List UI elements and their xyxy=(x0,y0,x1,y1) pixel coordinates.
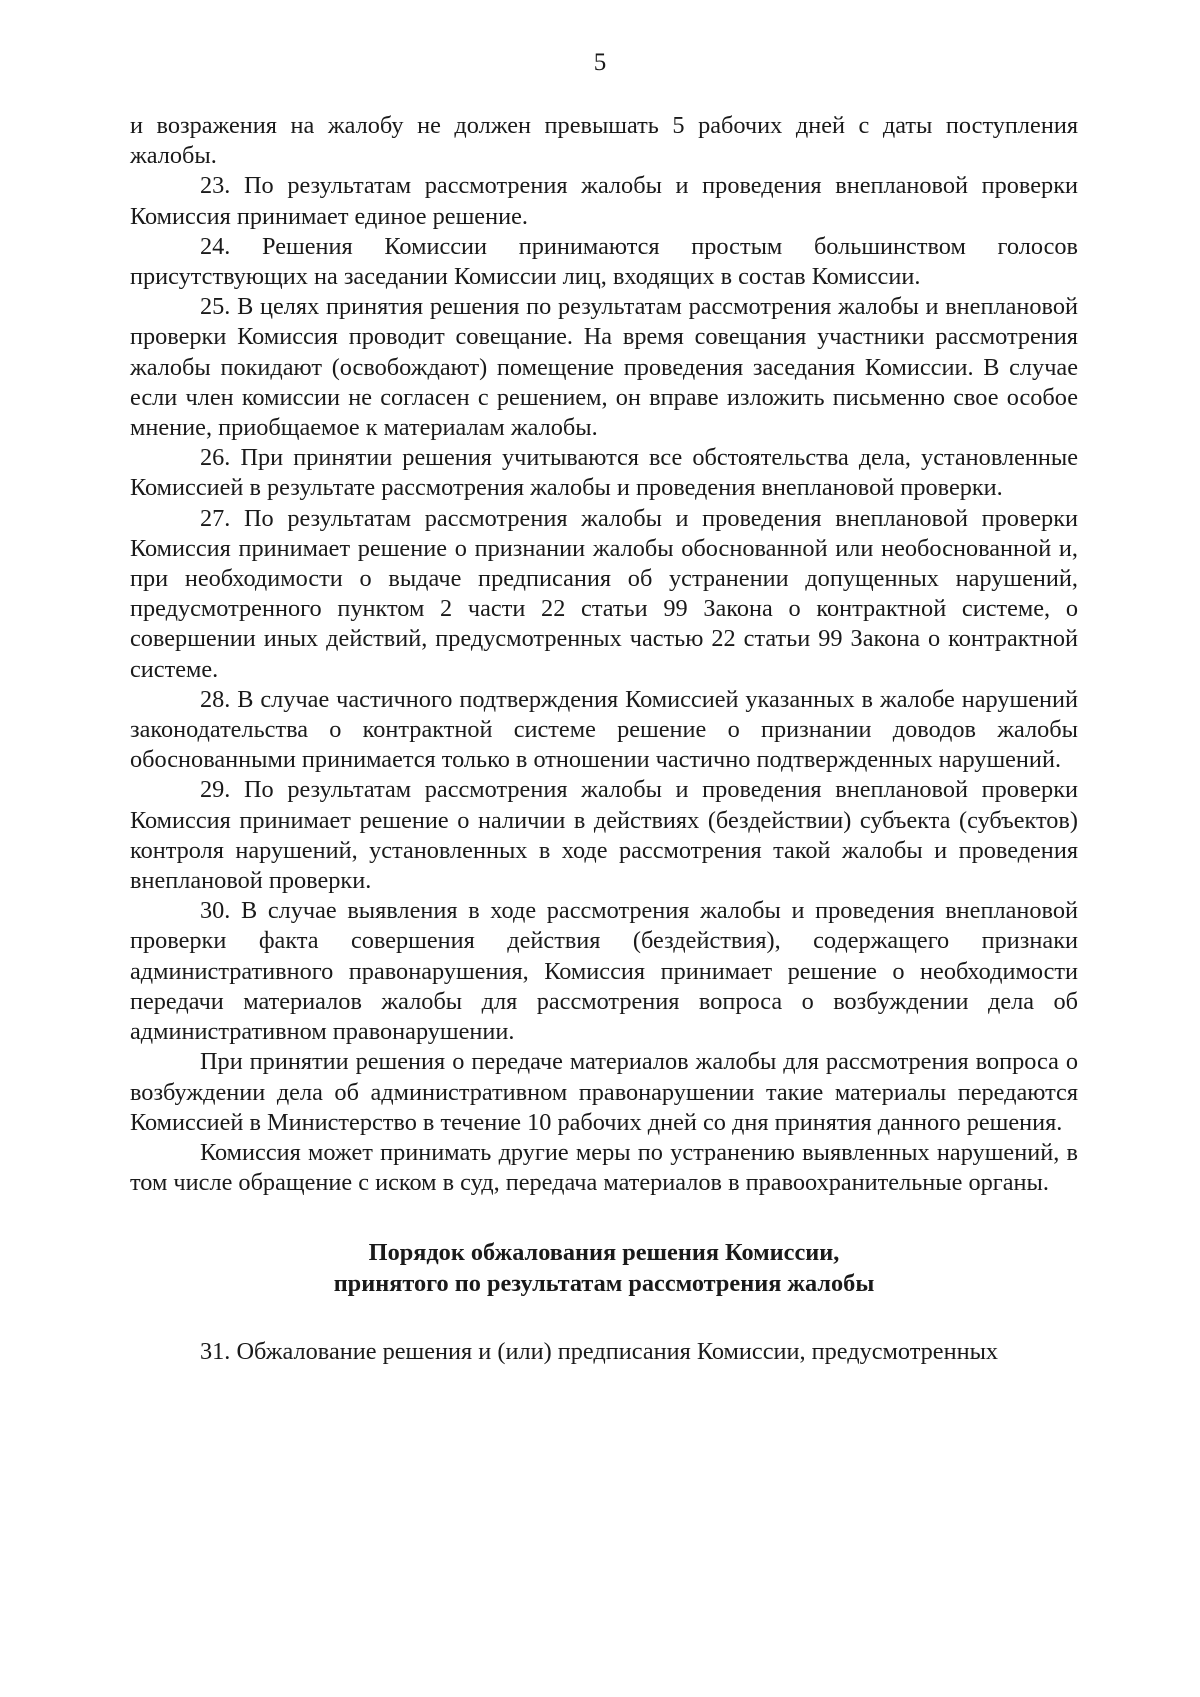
paragraph-25: 25. В целях принятия решения по результатам рассмотрения жалобы и внеплановой проверки Комиссия проводит совещание. На время совещания участники рассмотрения жалобы покидают (освобождают) помещение проведения заседания Комиссии. В случае если член комиссии не согласен с решением, он вправе изложить письменно свое особое мнение, приобщаемое к материалам жалобы. xyxy=(130,293,1078,442)
section-heading-line-2: принятого по результатам рассмотрения жалобы xyxy=(333,1269,875,1297)
paragraph-30: 30. В случае выявления в ходе рассмотрения жалобы и проведения внеплановой проверки факта совершения действия (бездействия), содержащего признаки административного правонарушения, Комиссия принимает решение о необходимости передачи материалов жалобы для рассмотрения вопроса о возбуждении дела об административном правонарушении. xyxy=(130,897,1078,1046)
paragraph-29: 29. По результатам рассмотрения жалобы и проведения внеплановой проверки Комиссия принимает решение о наличии в действиях (бездействии) субъекта (субъектов) контроля нарушений, установленных в ходе рассмотрения такой жалобы и проведения внеплановой проверки. xyxy=(130,776,1078,895)
paragraph-26: 26. При принятии решения учитываются все обстоятельства дела, установленные Комиссией в результате рассмотрения жалобы и проведения внеплановой проверки. xyxy=(130,444,1078,502)
paragraph-31: 31. Обжалование решения и (или) предписания Комиссии, предусмотренных xyxy=(200,1337,999,1365)
document-body xyxy=(130,111,1078,1367)
paragraph-23: 23. По результатам рассмотрения жалобы и проведения внеплановой проверки Комиссия принимает единое решение. xyxy=(130,172,1078,230)
paragraph-30-other-measures: Комиссия может принимать другие меры по устранению выявленных нарушений, в том числе обращение с иском в суд, передача материалов в правоохранительные органы. xyxy=(130,1138,1078,1197)
page-number: 5 xyxy=(593,49,607,76)
section-heading xyxy=(130,1238,1078,1298)
paragraph-30-transfer: При принятии решения о передаче материалов жалобы для рассмотрения вопроса о возбуждении дела об административном правонарушении такие материалы передаются Комиссией в Министерство в течение 10 рабочих дней со дня принятия данного решения. xyxy=(130,1048,1078,1136)
paragraph-continuation: и возражения на жалобу не должен превышать 5 рабочих дней с даты поступления жалобы. xyxy=(130,112,1078,170)
paragraph-28: 28. В случае частичного подтверждения Комиссией указанных в жалобе нарушений законодательства о контрактной системе решение о признании доводов жалобы обоснованными принимается только в отношении частично подтвержденных нарушений. xyxy=(130,685,1078,774)
paragraph-27: 27. По результатам рассмотрения жалобы и проведения внеплановой проверки Комиссия принимает решение о признании жалобы обоснованной или необоснованной и, при необходимости о выдаче предписания об устранении допущенных нарушений, предусмотренного пунктом 2 части 22 статьи 99 Закона о контрактной системе, о совершении иных действий, предусмотренных частью 22 статьи 99 Закона о контрактной системе. xyxy=(130,504,1078,683)
paragraph-24: 24. Решения Комиссии принимаются простым большинством голосов присутствующих на заседании Комиссии лиц, входящих в состав Комиссии. xyxy=(130,232,1078,291)
section-heading-line-1: Порядок обжалования решения Комиссии, xyxy=(368,1239,840,1267)
